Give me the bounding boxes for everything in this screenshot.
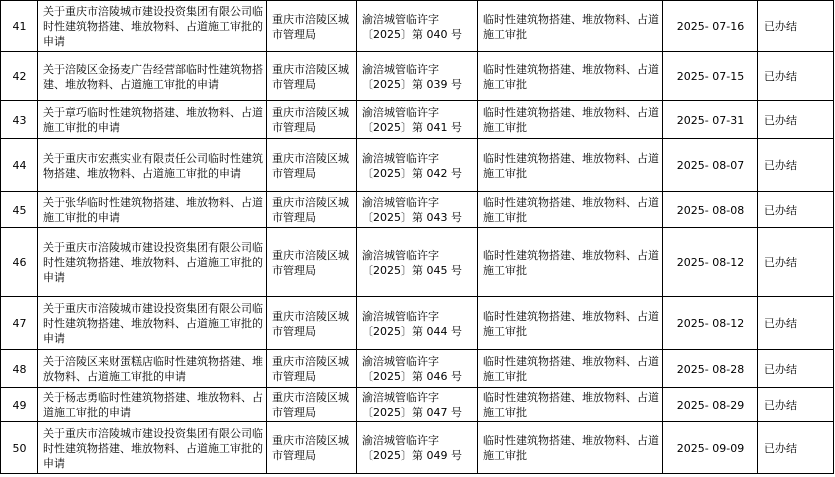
table-row [1, 139, 834, 192]
application-title: 关于章巧临时性建筑物搭建、堆放物料、占道施工审批的申请 [38, 101, 267, 139]
status: 已办结 [758, 101, 834, 139]
license-number: 渝涪城管临许字〔2025〕第 041 号 [357, 101, 478, 139]
department: 重庆市涪陵区城市管理局 [267, 350, 357, 388]
approval-date: 2025- 08-29 [663, 388, 758, 422]
approval-item: 临时性建筑物搭建、堆放物料、占道施工审批 [478, 228, 663, 297]
table-row [1, 1, 834, 52]
application-title: 关于重庆市涪陵城市建设投资集团有限公司临时性建筑物搭建、堆放物料、占道施工审批的申请 [38, 422, 267, 474]
application-title: 关于重庆市宏燕实业有限责任公司临时性建筑物搭建、堆放物料、占道施工审批的申请 [38, 139, 267, 192]
status: 已办结 [758, 192, 834, 228]
approval-item: 临时性建筑物搭建、堆放物料、占道施工审批 [478, 192, 663, 228]
approval-date: 2025- 07-15 [663, 52, 758, 101]
department: 重庆市涪陵区城市管理局 [267, 388, 357, 422]
approval-date: 2025- 08-07 [663, 139, 758, 192]
status: 已办结 [758, 139, 834, 192]
status: 已办结 [758, 388, 834, 422]
department: 重庆市涪陵区城市管理局 [267, 192, 357, 228]
status: 已办结 [758, 422, 834, 474]
approval-item: 临时性建筑物搭建、堆放物料、占道施工审批 [478, 422, 663, 474]
table-row [1, 297, 834, 350]
license-number: 渝涪城管临许字〔2025〕第 045 号 [357, 228, 478, 297]
approval-date: 2025- 08-28 [663, 350, 758, 388]
table-row [1, 388, 834, 422]
application-title: 关于重庆市涪陵城市建设投资集团有限公司临时性建筑物搭建、堆放物料、占道施工审批的申请 [38, 1, 267, 52]
table-row [1, 101, 834, 139]
approval-item: 临时性建筑物搭建、堆放物料、占道施工审批 [478, 52, 663, 101]
department: 重庆市涪陵区城市管理局 [267, 1, 357, 52]
row-number: 44 [1, 139, 38, 192]
department: 重庆市涪陵区城市管理局 [267, 297, 357, 350]
status: 已办结 [758, 350, 834, 388]
application-title: 关于杨志勇临时性建筑物搭建、堆放物料、占道施工审批的申请 [38, 388, 267, 422]
row-number: 41 [1, 1, 38, 52]
application-title: 关于重庆市涪陵城市建设投资集团有限公司临时性建筑物搭建、堆放物料、占道施工审批的申请 [38, 297, 267, 350]
status: 已办结 [758, 228, 834, 297]
license-number: 渝涪城管临许字〔2025〕第 043 号 [357, 192, 478, 228]
application-title: 关于张华临时性建筑物搭建、堆放物料、占道施工审批的申请 [38, 192, 267, 228]
application-title: 关于涪陵区金扬麦广告经营部临时性建筑物搭建、堆放物料、占道施工审批的申请 [38, 52, 267, 101]
license-number: 渝涪城管临许字〔2025〕第 040 号 [357, 1, 478, 52]
row-number: 46 [1, 228, 38, 297]
license-number: 渝涪城管临许字〔2025〕第 044 号 [357, 297, 478, 350]
table-row [1, 350, 834, 388]
row-number: 48 [1, 350, 38, 388]
permit-table-body [1, 1, 834, 474]
row-number: 43 [1, 101, 38, 139]
approval-date: 2025- 08-12 [663, 297, 758, 350]
approval-item: 临时性建筑物搭建、堆放物料、占道施工审批 [478, 297, 663, 350]
department: 重庆市涪陵区城市管理局 [267, 139, 357, 192]
row-number: 49 [1, 388, 38, 422]
approval-date: 2025- 09-09 [663, 422, 758, 474]
table-row [1, 422, 834, 474]
department: 重庆市涪陵区城市管理局 [267, 52, 357, 101]
license-number: 渝涪城管临许字〔2025〕第 039 号 [357, 52, 478, 101]
table-row [1, 192, 834, 228]
status: 已办结 [758, 52, 834, 101]
license-number: 渝涪城管临许字〔2025〕第 047 号 [357, 388, 478, 422]
license-number: 渝涪城管临许字〔2025〕第 049 号 [357, 422, 478, 474]
approval-date: 2025- 08-12 [663, 228, 758, 297]
row-number: 50 [1, 422, 38, 474]
status: 已办结 [758, 297, 834, 350]
row-number: 42 [1, 52, 38, 101]
row-number: 47 [1, 297, 38, 350]
approval-item: 临时性建筑物搭建、堆放物料、占道施工审批 [478, 350, 663, 388]
table-row [1, 228, 834, 297]
approval-item: 临时性建筑物搭建、堆放物料、占道施工审批 [478, 139, 663, 192]
application-title: 关于重庆市涪陵城市建设投资集团有限公司临时性建筑物搭建、堆放物料、占道施工审批的申请 [38, 228, 267, 297]
approval-date: 2025- 07-16 [663, 1, 758, 52]
department: 重庆市涪陵区城市管理局 [267, 101, 357, 139]
approval-item: 临时性建筑物搭建、堆放物料、占道施工审批 [478, 1, 663, 52]
row-number: 45 [1, 192, 38, 228]
approval-item: 临时性建筑物搭建、堆放物料、占道施工审批 [478, 101, 663, 139]
approval-date: 2025- 07-31 [663, 101, 758, 139]
license-number: 渝涪城管临许字〔2025〕第 046 号 [357, 350, 478, 388]
license-number: 渝涪城管临许字〔2025〕第 042 号 [357, 139, 478, 192]
approval-item: 临时性建筑物搭建、堆放物料、占道施工审批 [478, 388, 663, 422]
application-title: 关于涪陵区来财蛋糕店临时性建筑物搭建、堆放物料、占道施工审批的申请 [38, 350, 267, 388]
approval-date: 2025- 08-08 [663, 192, 758, 228]
department: 重庆市涪陵区城市管理局 [267, 422, 357, 474]
table-row [1, 52, 834, 101]
status: 已办结 [758, 1, 834, 52]
department: 重庆市涪陵区城市管理局 [267, 228, 357, 297]
